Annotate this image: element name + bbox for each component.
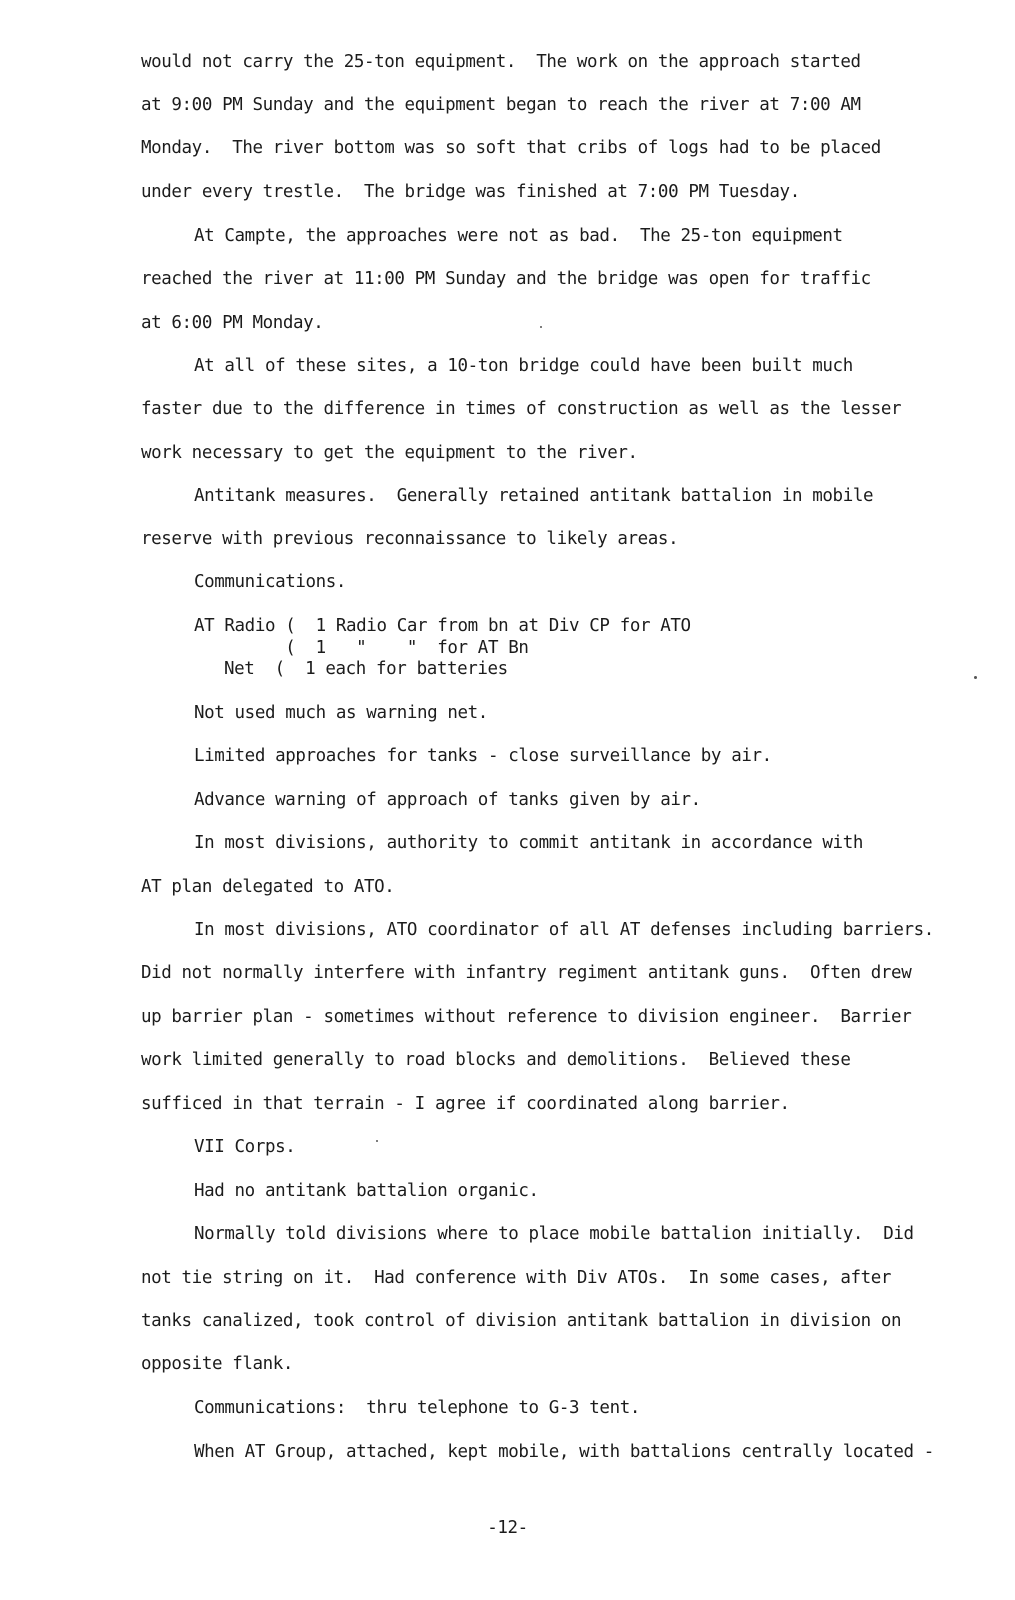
text-line: reserve with previous reconnaissance to likely areas. <box>141 529 679 549</box>
radio-net-line: ( 1 " " for AT Bn <box>194 638 529 658</box>
text-line: Normally told divisions where to place mobile battalion initially. Did <box>194 1224 914 1244</box>
text-line: Limited approaches for tanks - close surveillance by air. <box>194 746 772 766</box>
text-line: Antitank measures. Generally retained antitank battalion in mobile <box>194 486 874 506</box>
text-line: at 6:00 PM Monday. <box>141 313 324 333</box>
text-line: In most divisions, ATO coordinator of all AT defenses including barriers. <box>194 920 934 940</box>
text-line: VII Corps. <box>194 1137 296 1157</box>
scan-speck <box>376 1140 378 1142</box>
text-line: Not used much as warning net. <box>194 703 488 723</box>
radio-net-line: AT Radio ( 1 Radio Car from bn at Div CP for ATO <box>194 616 691 636</box>
text-line: Had no antitank battalion organic. <box>194 1181 539 1201</box>
text-line: work necessary to get the equipment to the river. <box>141 443 638 463</box>
text-line: not tie string on it. Had conference with Div ATOs. In some cases, after <box>141 1268 892 1288</box>
text-line: work limited generally to road blocks and demolitions. Believed these <box>141 1050 851 1070</box>
text-line: at 9:00 PM Sunday and the equipment began to reach the river at 7:00 AM <box>141 95 861 115</box>
text-line: Monday. The river bottom was so soft that cribs of logs had to be placed <box>141 138 881 158</box>
text-line: sufficed in that terrain - I agree if coordinated along barrier. <box>141 1094 790 1114</box>
text-line: Communications. <box>194 572 347 592</box>
text-line: would not carry the 25-ton equipment. The work on the approach started <box>141 52 861 72</box>
text-line: reached the river at 11:00 PM Sunday and the bridge was open for traffic <box>141 269 871 289</box>
text-line: up barrier plan - sometimes without reference to division engineer. Barrier <box>141 1007 912 1027</box>
text-line: Communications: thru telephone to G-3 tent. <box>194 1398 640 1418</box>
scan-speck <box>540 326 542 328</box>
text-line: In most divisions, authority to commit antitank in accordance with <box>194 833 863 853</box>
text-line: opposite flank. <box>141 1354 294 1374</box>
radio-net-line: Net ( 1 each for batteries <box>224 659 508 679</box>
text-line: faster due to the difference in times of construction as well as the lesser <box>141 399 902 419</box>
text-line: under every trestle. The bridge was finished at 7:00 PM Tuesday. <box>141 182 800 202</box>
text-line: When AT Group, attached, kept mobile, with battalions centrally located - <box>194 1442 934 1462</box>
text-line: tanks canalized, took control of division antitank battalion in division on <box>141 1311 902 1331</box>
text-line: AT plan delegated to ATO. <box>141 877 395 897</box>
text-line: At all of these sites, a 10-ton bridge could have been built much <box>194 356 853 376</box>
text-line: Did not normally interfere with infantry regiment antitank guns. Often drew <box>141 963 912 983</box>
text-line: Advance warning of approach of tanks given by air. <box>194 790 701 810</box>
scan-speck <box>974 676 977 679</box>
text-line: At Campte, the approaches were not as bad. The 25-ton equipment <box>194 226 843 246</box>
page-number: -12- <box>487 1518 528 1538</box>
